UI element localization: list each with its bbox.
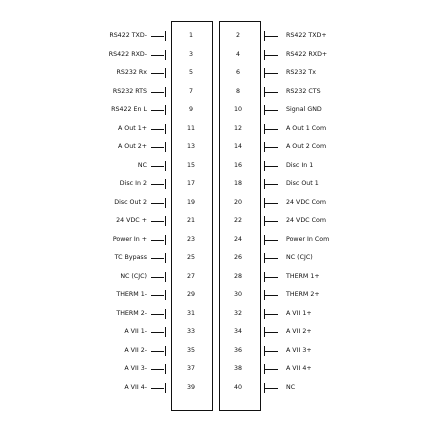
left-pin-number: 21 xyxy=(186,217,195,224)
right-pin-number: 22 xyxy=(233,217,242,224)
right-lead-line xyxy=(265,351,278,352)
left-pin-number: 9 xyxy=(188,106,193,113)
right-pin-number: 36 xyxy=(233,347,242,354)
left-signal-label: THERM 2- xyxy=(116,310,147,317)
left-signal-label: RS232 RTS xyxy=(112,88,147,95)
right-signal-label: THERM 2+ xyxy=(286,291,320,298)
left-signal-label: A Out 1+ xyxy=(117,125,147,132)
right-signal-label: A VII 3+ xyxy=(286,347,312,354)
right-pin-number: 32 xyxy=(233,310,242,317)
right-signal-label: RS232 CTS xyxy=(286,88,321,95)
right-lead-line xyxy=(265,166,278,167)
right-signal-label: NC xyxy=(286,384,296,391)
left-lead-line xyxy=(151,221,164,222)
left-signal-label: THERM 1- xyxy=(116,291,147,298)
right-signal-label: 24 VDC Com xyxy=(286,217,326,224)
left-bracket xyxy=(165,272,166,282)
right-pin-number: 30 xyxy=(233,291,242,298)
left-pin-number: 3 xyxy=(188,51,193,58)
right-signal-label: RS422 TXD+ xyxy=(286,32,327,39)
right-lead-line xyxy=(265,240,278,241)
right-lead-line xyxy=(265,129,278,130)
right-lead-line xyxy=(265,110,278,111)
left-pin-number: 37 xyxy=(186,365,195,372)
left-lead-line xyxy=(151,147,164,148)
right-pin-number: 20 xyxy=(233,199,242,206)
left-signal-label: Disc In 2 xyxy=(119,180,147,187)
left-signal-label: A VII 2- xyxy=(124,347,147,354)
right-pin-number: 24 xyxy=(233,236,242,243)
left-pin-number: 13 xyxy=(186,143,195,150)
left-bracket xyxy=(165,68,166,78)
left-bracket xyxy=(165,161,166,171)
left-lead-line xyxy=(151,55,164,56)
left-pin-number: 5 xyxy=(188,69,193,76)
right-signal-label: Signal GND xyxy=(286,106,322,113)
left-pin-number: 25 xyxy=(186,254,195,261)
left-lead-line xyxy=(151,314,164,315)
left-pin-number: 19 xyxy=(186,199,195,206)
left-lead-line xyxy=(151,295,164,296)
left-bracket xyxy=(165,50,166,60)
left-bracket xyxy=(165,87,166,97)
left-lead-line xyxy=(151,388,164,389)
right-pin-number: 28 xyxy=(233,273,242,280)
left-signal-label: Disc Out 2 xyxy=(114,199,147,206)
right-signal-label: RS422 RXD+ xyxy=(286,51,328,58)
right-signal-label: 24 VDC Com xyxy=(286,199,326,206)
left-pin-number: 15 xyxy=(186,162,195,169)
left-pin-number: 35 xyxy=(186,347,195,354)
left-bracket xyxy=(165,327,166,337)
right-signal-label: THERM 1+ xyxy=(286,273,320,280)
right-signal-label: A VII 2+ xyxy=(286,328,312,335)
left-bracket xyxy=(165,235,166,245)
right-pin-number: 16 xyxy=(233,162,242,169)
left-lead-line xyxy=(151,277,164,278)
left-pin-number: 39 xyxy=(186,384,195,391)
left-lead-line xyxy=(151,332,164,333)
right-pin-number: 4 xyxy=(235,51,240,58)
left-lead-line xyxy=(151,92,164,93)
right-lead-line xyxy=(265,73,278,74)
left-bracket xyxy=(165,309,166,319)
left-pin-number: 27 xyxy=(186,273,195,280)
right-signal-label: A VII 1+ xyxy=(286,310,312,317)
right-signal-label: A Out 1 Com xyxy=(286,125,327,132)
left-bracket xyxy=(165,383,166,393)
right-lead-line xyxy=(265,221,278,222)
right-pin-number: 18 xyxy=(233,180,242,187)
left-pin-number: 31 xyxy=(186,310,195,317)
left-lead-line xyxy=(151,129,164,130)
left-lead-line xyxy=(151,258,164,259)
right-lead-line xyxy=(265,314,278,315)
right-pin-number: 38 xyxy=(233,365,242,372)
left-signal-label: RS422 En L xyxy=(111,106,147,113)
left-lead-line xyxy=(151,166,164,167)
left-signal-label: RS422 TXD- xyxy=(109,32,147,39)
right-signal-label: NC (CJC) xyxy=(286,254,313,261)
right-lead-line xyxy=(265,277,278,278)
left-bracket xyxy=(165,31,166,41)
right-lead-line xyxy=(265,147,278,148)
right-pin-number: 26 xyxy=(233,254,242,261)
left-lead-line xyxy=(151,110,164,111)
right-pin-number: 2 xyxy=(235,32,240,39)
left-bracket xyxy=(165,253,166,263)
right-signal-label: A VII 4+ xyxy=(286,365,312,372)
left-signal-label: TC Bypass xyxy=(114,254,147,261)
left-signal-label: A VII 1- xyxy=(124,328,147,335)
left-lead-line xyxy=(151,203,164,204)
right-lead-line xyxy=(265,369,278,370)
left-bracket xyxy=(165,105,166,115)
left-pin-number: 1 xyxy=(188,32,193,39)
right-signal-label: RS232 Tx xyxy=(286,69,316,76)
left-signal-label: A VII 3- xyxy=(124,365,147,372)
right-signal-label: Power In Com xyxy=(286,236,330,243)
right-lead-line xyxy=(265,55,278,56)
right-pin-number: 12 xyxy=(233,125,242,132)
left-lead-line xyxy=(151,36,164,37)
right-signal-label: A Out 2 Com xyxy=(286,143,327,150)
left-lead-line xyxy=(151,184,164,185)
right-lead-line xyxy=(265,295,278,296)
left-signal-label: RS232 Rx xyxy=(116,69,147,76)
right-signal-label: Disc In 1 xyxy=(286,162,314,169)
left-bracket xyxy=(165,198,166,208)
right-pin-number: 40 xyxy=(233,384,242,391)
left-lead-line xyxy=(151,73,164,74)
left-bracket xyxy=(165,346,166,356)
left-lead-line xyxy=(151,351,164,352)
left-bracket xyxy=(165,216,166,226)
right-lead-line xyxy=(265,388,278,389)
right-lead-line xyxy=(265,36,278,37)
left-signal-label: 24 VDC + xyxy=(116,217,147,224)
left-pin-number: 11 xyxy=(186,125,195,132)
left-bracket xyxy=(165,364,166,374)
right-signal-label: Disc Out 1 xyxy=(286,180,319,187)
right-pin-number: 6 xyxy=(235,69,240,76)
left-pin-number: 7 xyxy=(188,88,193,95)
right-lead-line xyxy=(265,258,278,259)
left-signal-label: NC (CJC) xyxy=(120,273,147,280)
left-bracket xyxy=(165,124,166,134)
right-pin-number: 14 xyxy=(233,143,242,150)
left-signal-label: Power In + xyxy=(112,236,147,243)
left-pin-number: 33 xyxy=(186,328,195,335)
left-signal-label: RS422 RXD- xyxy=(108,51,147,58)
left-pin-number: 29 xyxy=(186,291,195,298)
left-signal-label: A Out 2+ xyxy=(117,143,147,150)
right-lead-line xyxy=(265,92,278,93)
left-lead-line xyxy=(151,369,164,370)
left-signal-label: NC xyxy=(137,162,147,169)
left-bracket xyxy=(165,290,166,300)
right-pin-number: 8 xyxy=(235,88,240,95)
left-bracket xyxy=(165,142,166,152)
right-lead-line xyxy=(265,184,278,185)
left-pin-number: 17 xyxy=(186,180,195,187)
right-lead-line xyxy=(265,203,278,204)
left-lead-line xyxy=(151,240,164,241)
left-pin-number: 23 xyxy=(186,236,195,243)
right-pin-number: 34 xyxy=(233,328,242,335)
left-bracket xyxy=(165,179,166,189)
left-signal-label: A VII 4- xyxy=(124,384,147,391)
right-lead-line xyxy=(265,332,278,333)
right-pin-number: 10 xyxy=(233,106,242,113)
